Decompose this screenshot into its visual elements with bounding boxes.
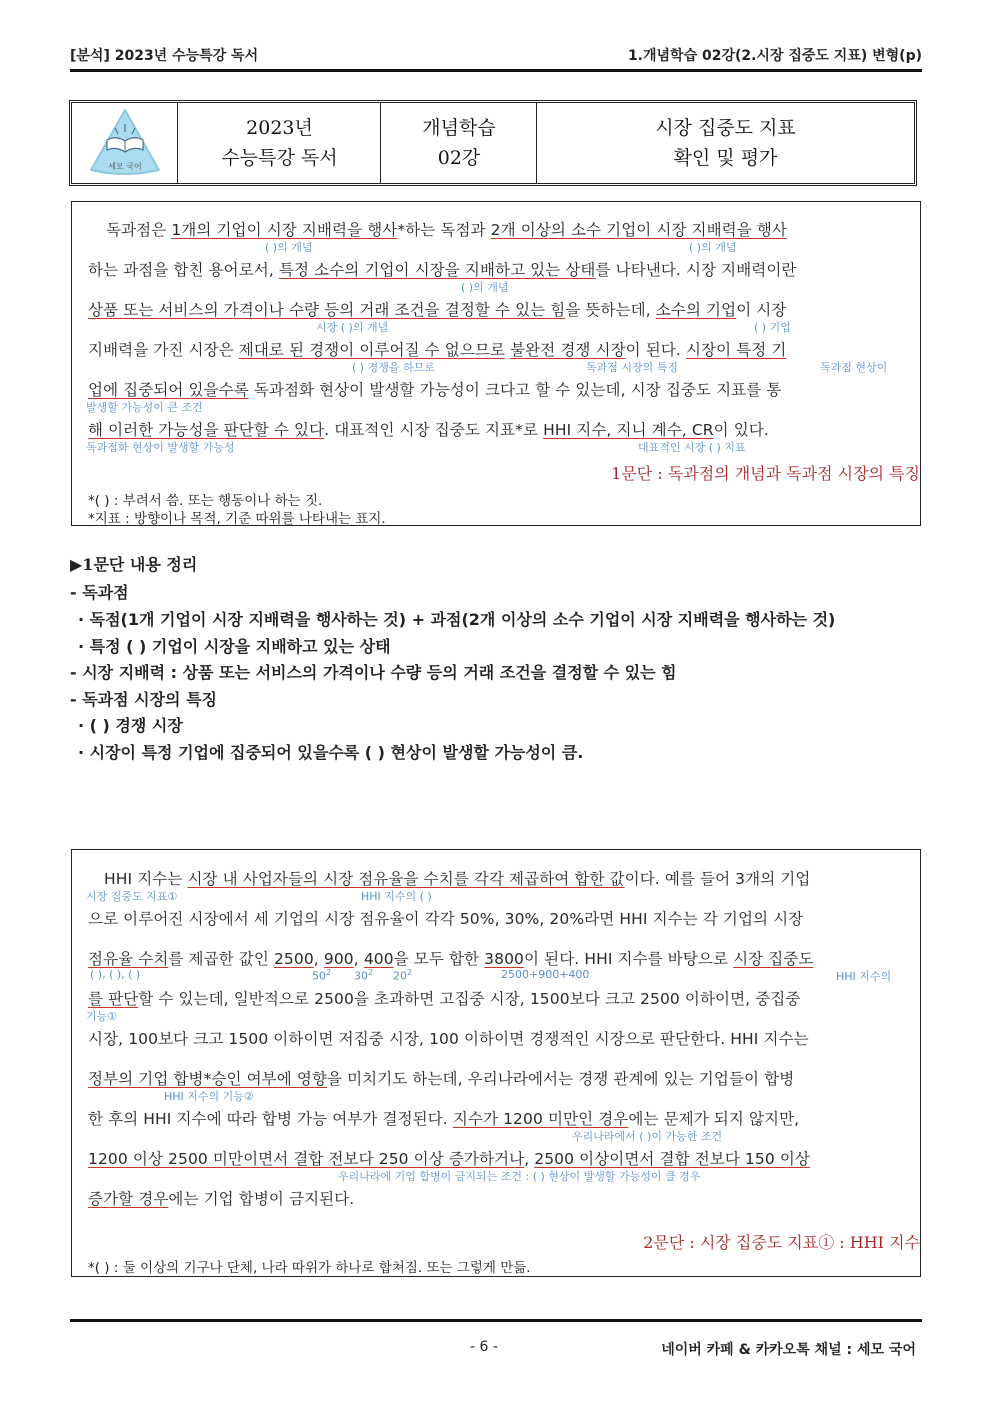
annotation: HHI 지수의 기능② (164, 1090, 254, 1103)
paragraph-1-box (71, 201, 921, 526)
p2-line: 1200 이상 2500 미만이면서 결합 전보다 250 이상 증가하거나, 2500 이상이면서 결합 전보다 150 이상 (88, 1150, 810, 1168)
annotation: $50^2$ (312, 968, 332, 983)
summary-item: - 독과점 (70, 583, 129, 602)
page-number: - 6 - (470, 1339, 498, 1355)
annotation: ( ) 경쟁을 하므로 (352, 361, 435, 374)
p1-line: 지배력을 가진 시장은 제대로 된 경쟁이 이루어질 수 없으므로 불완전 경쟁 시장이 된다. 시장이 특정 기 (88, 341, 787, 359)
p1-line: 업에 집중되어 있을수록 독과점화 현상이 발생할 가능성이 크다고 할 수 있는데, 시장 집중도 지표를 통 (88, 381, 782, 399)
svg-text:세모 국어: 세모 국어 (107, 162, 142, 171)
annotation: 2500+900+400 (501, 968, 590, 981)
summary-item: - 시장 지배력 : 상품 또는 서비스의 가격이나 수량 등의 거래 조건을 결정할 수 있는 힘 (70, 663, 677, 682)
logo (72, 103, 177, 183)
annotation: 대표적인 시장 ( ) 지표 (638, 441, 746, 454)
annotation: ( ), ( ), ( ) (90, 968, 141, 981)
summary-item: · 시장이 특정 기업에 집중되어 있을수록 ( ) 현상이 발생할 가능성이 큼. (78, 743, 584, 762)
annotation: 독과점화 현상이 발생할 가능성 (86, 441, 235, 454)
p2-line: 한 후의 HHI 지수에 따라 합병 가능 여부가 결정된다. 지수가 1200 미만인 경우에는 문제가 되지 않지만, (88, 1110, 800, 1128)
annotation: ( )의 개념 (461, 281, 509, 294)
annotation: ( )의 개념 (265, 241, 313, 254)
summary-title: ▶1문단 내용 정리 (70, 555, 198, 574)
title-table (69, 100, 917, 186)
paragraph-2-box (71, 849, 921, 1277)
annotation: ( ) 기업 (754, 321, 791, 334)
p1-note: *( ) : 부려서 씀. 또는 행동이나 하는 짓. (88, 493, 323, 509)
annotation: 우리나라에 기업 합병이 금지되는 조건 : ( ) 현상이 발생할 가능성이 클 경우 (338, 1170, 701, 1183)
annotation: 우리나라에서 ( )이 가능한 조건 (572, 1130, 723, 1143)
book-logo-icon (85, 106, 165, 180)
p2-note: *( ) : 둘 이상의 기구나 단체, 나라 따위가 하나로 합쳐짐. 또는 그렇게 만듦. (88, 1260, 531, 1276)
summary-item: - 독과점 시장의 특징 (70, 690, 217, 709)
annotation: HHI 지수의 (836, 970, 892, 983)
annotation: 시장 집중도 지표① (86, 890, 178, 903)
p2-line: 점유율 수치를 제곱한 값인 2500, 900, 400을 모두 합한 3800이 된다. HHI 지수를 바탕으로 시장 집중도 (88, 950, 814, 968)
summary-item: · ( ) 경쟁 시장 (78, 716, 183, 735)
p2-line: 으로 이루어진 시장에서 세 기업의 시장 점유율이 각각 50%, 30%, 20%라면 HHI 지수는 각 기업의 시장 (88, 910, 804, 928)
annotation: 독과점 시장의 특징 (586, 361, 679, 374)
paragraph-1-tag: 1문단 : 독과점의 개념과 독과점 시장의 특징 (611, 464, 920, 483)
p1-line: 하는 과점을 합친 용어로서, 특정 소수의 기업이 시장을 지배하고 있는 상태를 나타낸다. 시장 지배력이란 (88, 261, 797, 279)
footer-channel: 네이버 카페 & 카카오톡 채널 : 세모 국어 (661, 1342, 916, 1358)
annotation: 독과점 현상이 (820, 361, 888, 374)
p2-line: 시장, 100보다 크고 1500 이하이면 저집중 시장, 100 이하이면 경쟁적인 시장으로 판단한다. HHI 지수는 (88, 1030, 809, 1048)
title-cell-topic: 시장 집중도 지표 확인 및 평가 (536, 103, 914, 183)
title-cell-book: 2023년 수능특강 독서 (177, 103, 381, 183)
p2-line: 증가할 경우에는 기업 합병이 금지된다. (88, 1190, 355, 1208)
annotation: HHI 지수의 ( ) (361, 890, 432, 903)
summary-item: · 특정 ( ) 기업이 시장을 지배하고 있는 상태 (78, 637, 391, 656)
annotation: 발생할 가능성이 큰 조건 (86, 401, 203, 414)
annotation: 시장 ( )의 개념 (316, 321, 389, 334)
annotation: $20^2$ (393, 968, 413, 983)
p1-note: *지표 : 방향이나 목적, 기준 따위를 나타내는 표지. (88, 511, 386, 527)
annotation: $30^2$ (354, 968, 374, 983)
header-right: 1.개념학습 02강(2.시장 집중도 지표) 변형(p) (627, 48, 922, 64)
header-rule (70, 69, 922, 72)
p1-line: 독과점은 1개의 기업이 시장 지배력을 행사*하는 독점과 2개 이상의 소수 기업이 시장 지배력을 행사 (106, 221, 788, 239)
annotation: ( )의 개념 (689, 241, 737, 254)
header-left: [분석] 2023년 수능특강 독서 (70, 48, 259, 64)
p2-line: 정부의 기업 합병*승인 여부에 영향을 미치기도 하는데, 우리나라에서는 경쟁 관계에 있는 기업들이 합병 (88, 1070, 795, 1088)
p2-line: 를 판단할 수 있는데, 일반적으로 2500을 초과하면 고집중 시장, 1500보다 크고 2500 이하이면, 중집중 (88, 990, 801, 1008)
title-cell-lesson: 개념학습 02강 (380, 103, 537, 183)
p1-line: 상품 또는 서비스의 가격이나 수량 등의 거래 조건을 결정할 수 있는 힘을 뜻하는데, 소수의 기업이 시장 (88, 301, 787, 319)
footer-rule (70, 1319, 922, 1322)
annotation: 기능① (86, 1010, 118, 1023)
paragraph-2-tag: 2문단 : 시장 집중도 지표① : HHI 지수 (643, 1233, 920, 1252)
p1-line: 해 이러한 가능성을 판단할 수 있다. 대표적인 시장 집중도 지표*로 HHI 지수, 지니 계수, CR이 있다. (88, 421, 769, 439)
summary-item: · 독점(1개 기업이 시장 지배력을 행사하는 것) + 과점(2개 이상의 소수 기업이 시장 지배력을 행사하는 것) (78, 610, 836, 629)
p2-line: HHI 지수는 시장 내 사업자들의 시장 점유율을 수치를 각각 제곱하여 합한 값이다. 예를 들어 3개의 기업 (104, 870, 811, 888)
